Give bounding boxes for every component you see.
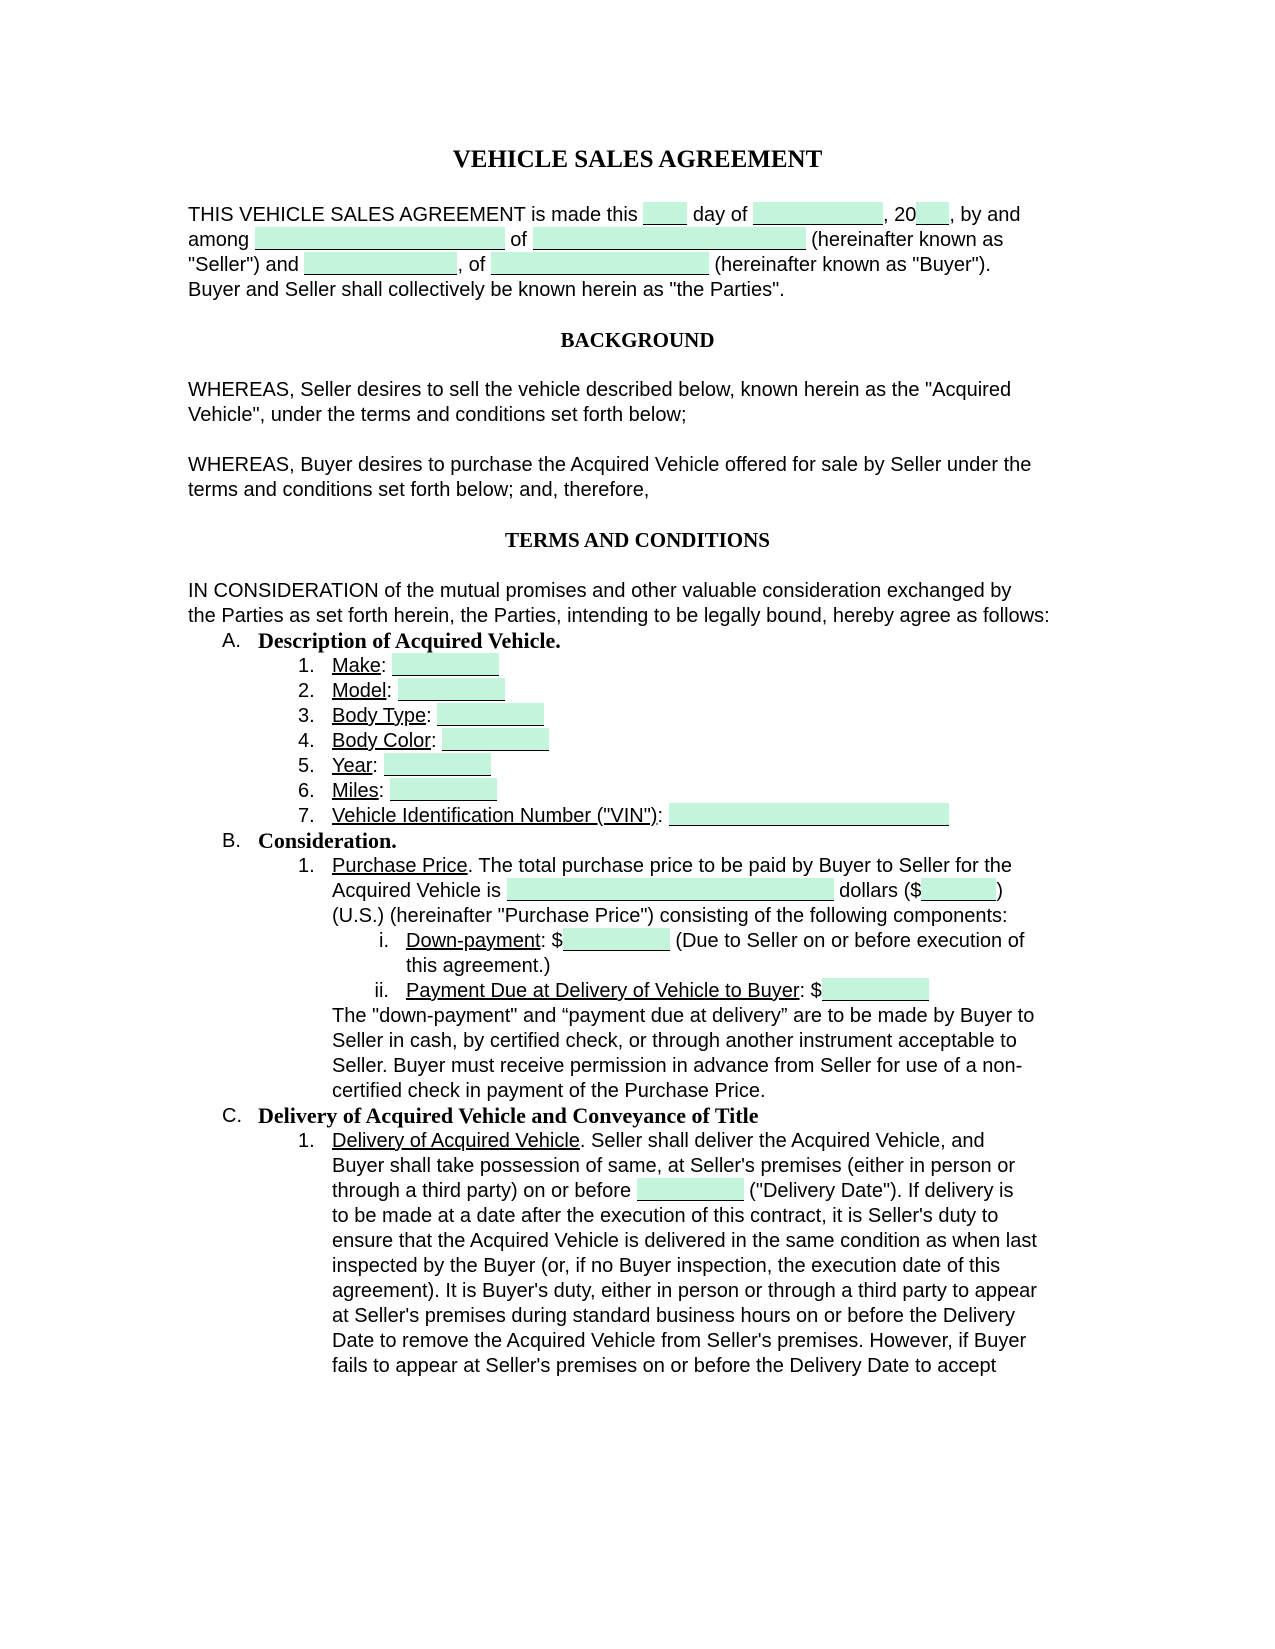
whereas-2-line-1: WHEREAS, Buyer desires to purchase the Acquired Vehicle offered for sale by Seller under the bbox=[188, 454, 1032, 476]
item-a5-number: 5. bbox=[298, 755, 315, 777]
purchase-price-amount-field[interactable] bbox=[921, 878, 996, 901]
intro-line-2: among of (hereinafter known as bbox=[188, 229, 1004, 251]
miles-field[interactable] bbox=[390, 778, 497, 801]
whereas-1-line-2: Vehicle", under the terms and conditions set forth below; bbox=[188, 404, 687, 426]
vin-row: Vehicle Identification Number ("VIN"): bbox=[332, 803, 949, 829]
payment-method-line-4: certified check in payment of the Purchase Price. bbox=[332, 1080, 766, 1102]
delivery-line-1: Delivery of Acquired Vehicle. Seller shall deliver the Acquired Vehicle, and bbox=[332, 1130, 985, 1152]
buyer-name-field[interactable] bbox=[304, 252, 457, 275]
body-type-field[interactable] bbox=[437, 703, 544, 726]
down-payment-line-2: this agreement.) bbox=[406, 955, 551, 977]
seller-name-field[interactable] bbox=[255, 227, 505, 250]
delivery-line-6: inspected by the Buyer (or, if no Buyer inspection, the execution date of this bbox=[332, 1255, 1001, 1277]
section-b-marker: B. bbox=[222, 830, 241, 852]
delivery-line-2: Buyer shall take possession of same, at Seller's premises (either in person or bbox=[332, 1155, 1016, 1177]
delivery-line-10: fails to appear at Seller's premises on or before the Delivery Date to accept bbox=[332, 1355, 997, 1377]
section-c-heading: Delivery of Acquired Vehicle and Conveyance of Title bbox=[258, 1103, 759, 1128]
purchase-price-line-2: Acquired Vehicle is dollars ($ ) bbox=[332, 880, 1004, 902]
item-a4-number: 4. bbox=[298, 730, 315, 752]
delivery-line-9: Date to remove the Acquired Vehicle from Seller's premises. However, if Buyer bbox=[332, 1330, 1027, 1352]
year-field[interactable] bbox=[916, 202, 949, 225]
section-b-heading: Consideration. bbox=[258, 828, 397, 853]
delivery-line-8: at Seller's premises during standard business hours on or before the Delivery bbox=[332, 1305, 1016, 1327]
delivery-date-field[interactable] bbox=[637, 1178, 744, 1201]
body-color-row: Body Color: bbox=[332, 728, 549, 754]
payment-method-line-3: Seller. Buyer must receive permission in advance from Seller for use of a non- bbox=[332, 1055, 1023, 1077]
intro-line-4: Buyer and Seller shall collectively be known herein as "the Parties". bbox=[188, 279, 785, 301]
item-a3-number: 3. bbox=[298, 705, 315, 727]
seller-address-field[interactable] bbox=[533, 227, 806, 250]
item-a6-number: 6. bbox=[298, 780, 315, 802]
year-row: Year: bbox=[332, 753, 491, 779]
body-type-row: Body Type: bbox=[332, 703, 544, 729]
delivery-line-5: ensure that the Acquired Vehicle is delivered in the same condition as when last bbox=[332, 1230, 1037, 1252]
item-a2-number: 2. bbox=[298, 680, 315, 702]
miles-row: Miles: bbox=[332, 778, 497, 804]
payment-method-line-2: Seller in cash, by certified check, or through another instrument acceptable to bbox=[332, 1030, 1017, 1052]
vin-field[interactable] bbox=[669, 803, 949, 826]
body-color-field[interactable] bbox=[442, 728, 549, 751]
item-a1-number: 1. bbox=[298, 655, 315, 677]
intro-line-3: "Seller") and , of (hereinafter known as "Buyer"). bbox=[188, 254, 991, 276]
document-title: VEHICLE SALES AGREEMENT bbox=[452, 146, 823, 173]
make-row: Make: bbox=[332, 653, 499, 679]
payment-due-row: Payment Due at Delivery of Vehicle to Buyer: $ bbox=[406, 978, 929, 1004]
delivery-line-4: to be made at a date after the execution of this contract, it is Seller's duty to bbox=[332, 1205, 999, 1227]
background-heading: BACKGROUND bbox=[560, 328, 715, 352]
month-field[interactable] bbox=[753, 202, 883, 225]
whereas-2-line-2: terms and conditions set forth below; and, therefore, bbox=[188, 479, 650, 501]
payment-method-line-1: The "down-payment" and “payment due at delivery” are to be made by Buyer to bbox=[332, 1005, 1035, 1027]
item-b1-number: 1. bbox=[298, 855, 315, 877]
down-payment-field[interactable] bbox=[563, 928, 670, 951]
vehicle-year-field[interactable] bbox=[384, 753, 491, 776]
section-a-heading: Description of Acquired Vehicle. bbox=[258, 628, 561, 653]
buyer-address-field[interactable] bbox=[491, 252, 709, 275]
make-field[interactable] bbox=[392, 653, 499, 676]
intro-line-1: THIS VEHICLE SALES AGREEMENT is made this day of , 20 , by and bbox=[188, 204, 1021, 226]
item-a7-number: 7. bbox=[298, 805, 315, 827]
delivery-line-3: through a third party) on or before ("Delivery Date"). If delivery is bbox=[332, 1180, 1014, 1202]
consideration-intro-line-1: IN CONSIDERATION of the mutual promises and other valuable consideration exchanged by bbox=[188, 580, 1012, 602]
purchase-price-words-field[interactable] bbox=[507, 878, 834, 901]
purchase-price-line-3: (U.S.) (hereinafter "Purchase Price") consisting of the following components: bbox=[332, 905, 1008, 927]
whereas-1-line-1: WHEREAS, Seller desires to sell the vehicle described below, known herein as the "Acquired bbox=[188, 379, 1012, 401]
terms-heading: TERMS AND CONDITIONS bbox=[505, 528, 770, 552]
down-payment-row: Down-payment: $ (Due to Seller on or before execution of bbox=[406, 930, 1025, 952]
sub-i-number: i. bbox=[379, 930, 389, 952]
payment-due-field[interactable] bbox=[822, 978, 929, 1001]
day-field[interactable] bbox=[643, 202, 687, 225]
section-c-marker: C. bbox=[222, 1105, 242, 1127]
consideration-intro-line-2: the Parties as set forth herein, the Parties, intending to be legally bound, hereby agree as follows: bbox=[188, 605, 1050, 627]
sub-ii-number: ii. bbox=[374, 980, 389, 1002]
purchase-price-line-1: Purchase Price. The total purchase price to be paid by Buyer to Seller for the bbox=[332, 855, 1013, 877]
model-field[interactable] bbox=[398, 678, 505, 701]
section-a-marker: A. bbox=[222, 630, 241, 652]
delivery-line-7: agreement). It is Buyer's duty, either in person or through a third party to appear bbox=[332, 1280, 1037, 1302]
model-row: Model: bbox=[332, 678, 505, 704]
item-c1-number: 1. bbox=[298, 1130, 315, 1152]
